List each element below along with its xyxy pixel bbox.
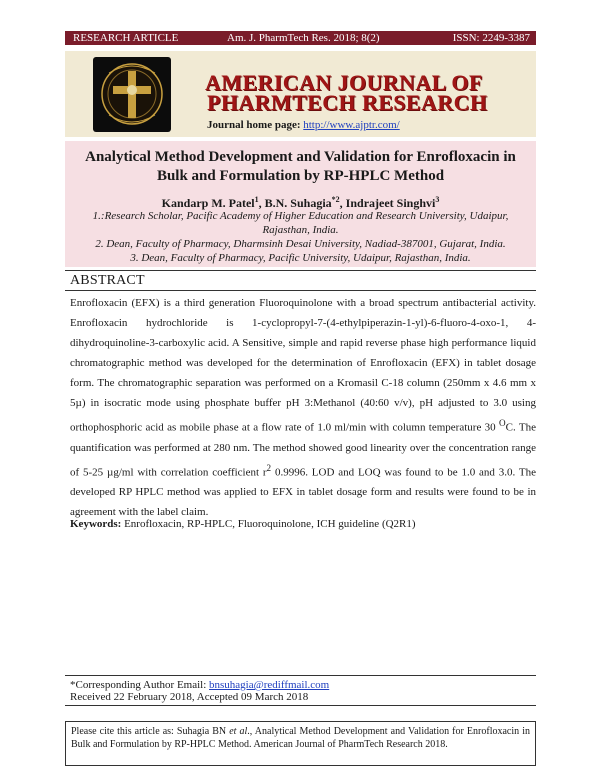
author-affiliation-mark: 3 — [435, 195, 440, 204]
divider — [65, 675, 536, 676]
abstract-part-2: C. The quantification was performed at 280 nm. The method showed good linearity over the concentration range of 5-25 µg/ml with correlation coefficient r — [70, 421, 536, 479]
author-separator: , — [258, 196, 265, 210]
degree-superscript: O — [499, 418, 506, 428]
keywords-label: Keywords: — [70, 518, 122, 530]
keywords — [70, 518, 536, 530]
corresponding-author-note — [70, 679, 329, 703]
homepage-link[interactable]: http://www.ajptr.com/ — [303, 119, 400, 131]
title-block — [65, 141, 536, 267]
journal-masthead — [65, 51, 536, 137]
citation-box — [65, 721, 536, 766]
divider — [65, 270, 536, 271]
abstract-part-3: 0.9996. LOD and LOQ was found to be 1.0 and 3.0. The developed RP HPLC method was applied to EFX in tablet dosage form and results were found to be in agreement with the label claim. — [70, 466, 536, 519]
author-affiliation-mark: *2 — [331, 195, 340, 204]
author-separator: , — [339, 196, 346, 210]
author-list — [65, 193, 536, 210]
author-name: Kandarp M. Patel — [161, 196, 255, 210]
citation-prefix: Please cite this article as: Suhagia BN — [71, 726, 230, 737]
journal-homepage — [207, 119, 400, 131]
divider — [65, 290, 536, 291]
abstract-heading: ABSTRACT — [70, 273, 145, 288]
received-accepted-dates: Received 22 February 2018, Accepted 09 March 2018 — [70, 691, 309, 703]
r-squared-superscript: 2 — [266, 462, 272, 473]
affiliation-3: 3. Dean, Faculty of Pharmacy, Pacific University, Udaipur, Rajasthan, India. — [130, 252, 471, 264]
citation-etal: et al — [229, 726, 248, 737]
journal-title-line-2: PHARMTECH RESEARCH — [207, 90, 488, 115]
author-affiliation-mark: 1 — [254, 195, 259, 204]
author-email-link[interactable]: bnsuhagia@rediffmail.com — [209, 679, 330, 691]
journal-title-line-1: AMERICAN JOURNAL OF — [205, 70, 483, 95]
divider — [65, 705, 536, 706]
journal-title — [205, 70, 525, 115]
abstract-part-1: Enrofloxacin (EFX) is a third generation Fluoroquinolone with a broad spectrum antibacterial activity. Enrofloxacin hydrochloride is 1-cyclopropyl-7-(4-ethylpiperazin-1-yl)-6-fluoro-4-oxo-1, 4-dihydroquinoline-3-carboxylic acid. A Sensitive, simple and rapid reverse phase high performance liquid chromatographic method was developed for the determination of Enrofloxacin (EFX) in tablet dosage form. The chromatographic separation was performed on a Kromasil C-18 column (250mm x 4.6 mm x 5µ) in isocratic mode using phosphate buffer pH 3:Methanol (40:60 v/v), pH adjusted to 3.0 using orthophosphoric acid as mobile phase at a flow rate of 1.0 ml/min with column temperature 30 — [70, 297, 536, 434]
affiliation-1: 1.:Research Scholar, Pacific Academy of Higher Education and Research University, Udaipur, Rajasthan, India. — [92, 210, 509, 236]
affiliation-2: 2. Dean, Faculty of Pharmacy, Dharmsinh Desai University, Nadiad-387001, Gujarat, India. — [95, 238, 506, 250]
homepage-label: Journal home page: — [207, 119, 301, 131]
corresponding-label: *Corresponding Author Email: — [70, 679, 210, 691]
abstract-text — [70, 293, 536, 522]
keywords-list: Enrofloxacin, RP-HPLC, Fluoroquinolone, ICH guideline (Q2R1) — [121, 518, 416, 530]
journal-emblem-icon — [93, 57, 171, 132]
paper-title: Analytical Method Development and Validation for Enrofloxacin in Bulk and Formulation by RP-HPLC Method — [85, 149, 516, 184]
running-header — [65, 31, 536, 45]
issn: ISSN: 2249-3387 — [452, 32, 530, 44]
journal-reference: Am. J. PharmTech Res. 2018; 8(2) — [227, 32, 380, 44]
author-name: B.N. Suhagia — [264, 196, 332, 210]
citation-text: ., Analytical Method Development and Validation for Enrofloxacin in Bulk and Formulation by RP-HPLC Method. American Journal of PharmTech Research 2018. — [71, 726, 530, 750]
author-name: Indrajeet Singhvi — [345, 196, 436, 210]
article-type: RESEARCH ARTICLE — [73, 32, 179, 44]
affiliation-list — [65, 209, 536, 265]
